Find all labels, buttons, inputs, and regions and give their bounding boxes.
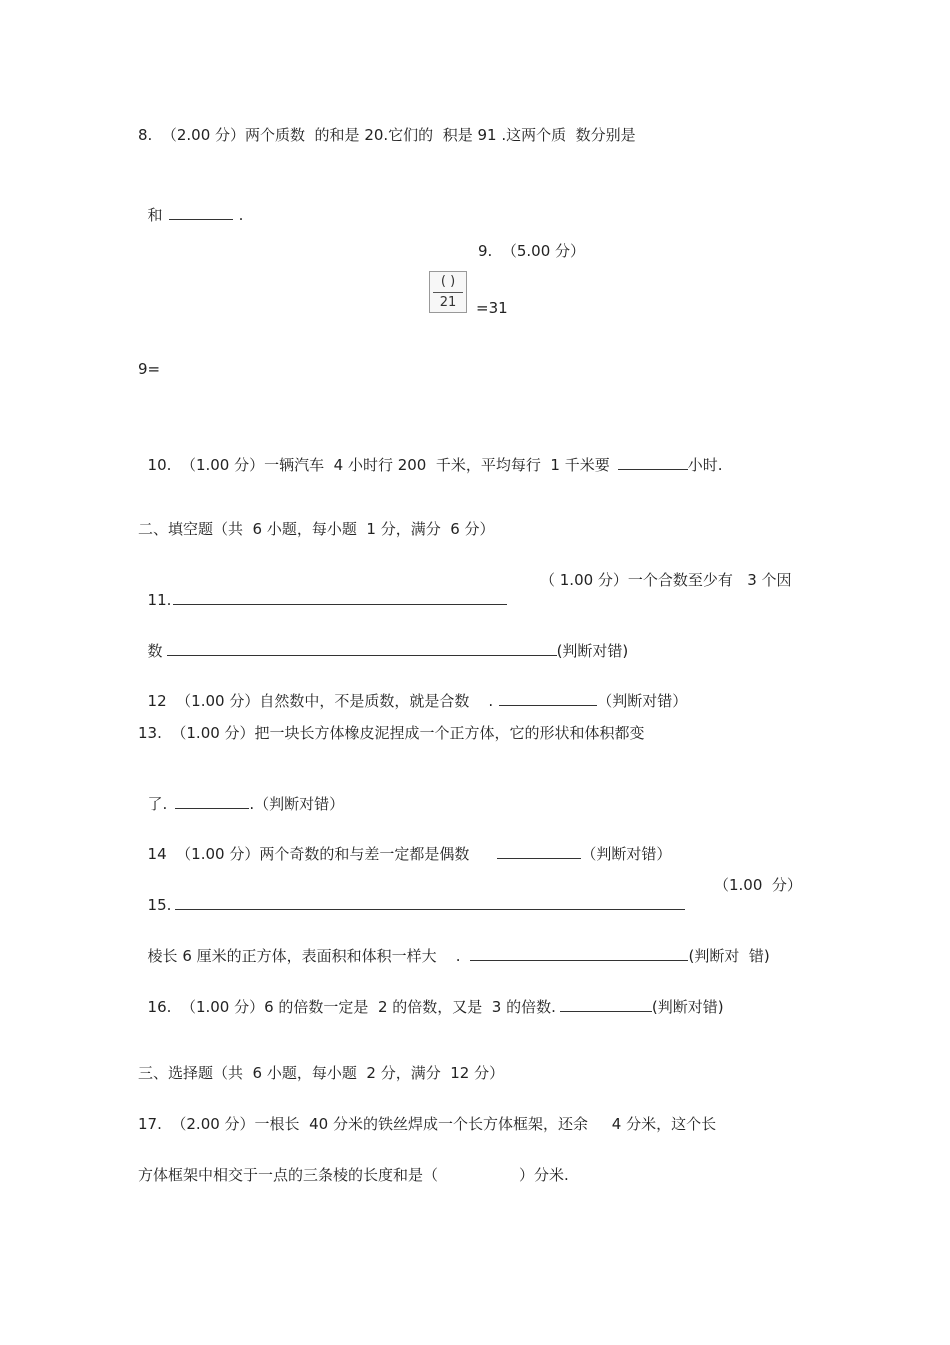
q12-line (138, 671, 687, 711)
q16-line (138, 977, 724, 1017)
section2-title: 二、填空题（共 6 小题，每小题 1 分，满分 6 分） (138, 520, 495, 538)
q9-fraction-image (429, 271, 467, 313)
q12-suffix: （判断对错） (597, 692, 688, 710)
q13-line2 (138, 774, 344, 814)
q15-blank-1 (175, 895, 685, 910)
q10-suffix: 小时. (687, 456, 723, 474)
q11-text: （ 1.00 分）一个合数至少有 3 个因 (540, 571, 792, 589)
q15-answer-blank[interactable] (470, 946, 688, 961)
q12-text: 12 （1.00 分）自然数中，不是质数，就是合数 . (147, 692, 494, 710)
q8-line2 (138, 185, 243, 225)
q15-number: 15. (147, 896, 172, 914)
q11-number: 11. (147, 591, 172, 609)
q9-header: 9. （5.00 分） (478, 242, 586, 260)
q16-suffix: (判断对错) (651, 998, 724, 1016)
section3-title: 三、选择题（共 6 小题，每小题 2 分，满分 12 分） (138, 1064, 505, 1082)
q9-line2: 9= (138, 360, 161, 378)
q11-line2-prefix: 数 (147, 642, 163, 660)
q17-line2: 方体框架中相交于一点的三条棱的长度和是（ ）分米. (138, 1166, 569, 1184)
q15-line2 (138, 926, 770, 966)
q13-answer-blank[interactable] (175, 794, 249, 809)
q8-line2-suffix: . (238, 206, 244, 224)
q16-text: 16. （1.00 分）6 的倍数一定是 2 的倍数，又是 3 的倍数. (147, 998, 556, 1016)
q13-line1: 13. （1.00 分）把一块长方体橡皮泥捏成一个正方体，它的形状和体积都变 (138, 724, 645, 742)
q10-text: 10. （1.00 分）一辆汽车 4 小时行 200 千米，平均每行 1 千米要 (147, 456, 610, 474)
q11-line1 (138, 570, 507, 610)
q13-line2-suffix: .（判断对错） (249, 795, 345, 813)
q16-answer-blank[interactable] (560, 997, 652, 1012)
q9-fraction-denominator: 21 (439, 295, 457, 310)
q8-answer-blank[interactable] (169, 205, 233, 220)
q11-blank-1 (173, 590, 507, 605)
q8-line2-prefix: 和 (147, 206, 163, 224)
q15-score: （1.00 分） (714, 876, 802, 894)
q10-line (138, 435, 723, 475)
q9-equals: =31 (476, 299, 508, 317)
q15-line1 (138, 875, 685, 915)
q14-line (138, 824, 671, 864)
q15-line2-prefix: 棱长 6 厘米的正方体，表面积和体积一样大 . (147, 947, 461, 965)
q14-suffix: （判断对错） (581, 845, 672, 863)
q10-answer-blank[interactable] (618, 455, 688, 470)
q12-answer-blank[interactable] (499, 691, 597, 706)
q13-line2-prefix: 了. (147, 795, 168, 813)
fraction-bar (433, 292, 463, 293)
q17-line1: 17. （2.00 分）一根长 40 分米的铁丝焊成一个长方体框架，还余 4 分米，这个长 (138, 1115, 717, 1133)
q11-answer-blank[interactable] (167, 641, 557, 656)
q15-line2-suffix: (判断对 错) (688, 947, 770, 965)
q11-line2-suffix: (判断对错) (556, 642, 629, 660)
q9-fraction-numerator: ( ) (440, 274, 456, 289)
q8-line1: 8. （2.00 分）两个质数 的和是 20.它们的 积是 91 .这两个质 数分别是 (138, 126, 636, 144)
q14-answer-blank[interactable] (497, 844, 581, 859)
q11-line2 (138, 621, 628, 661)
q14-text: 14 （1.00 分）两个奇数的和与差一定都是偶数 (147, 845, 470, 863)
